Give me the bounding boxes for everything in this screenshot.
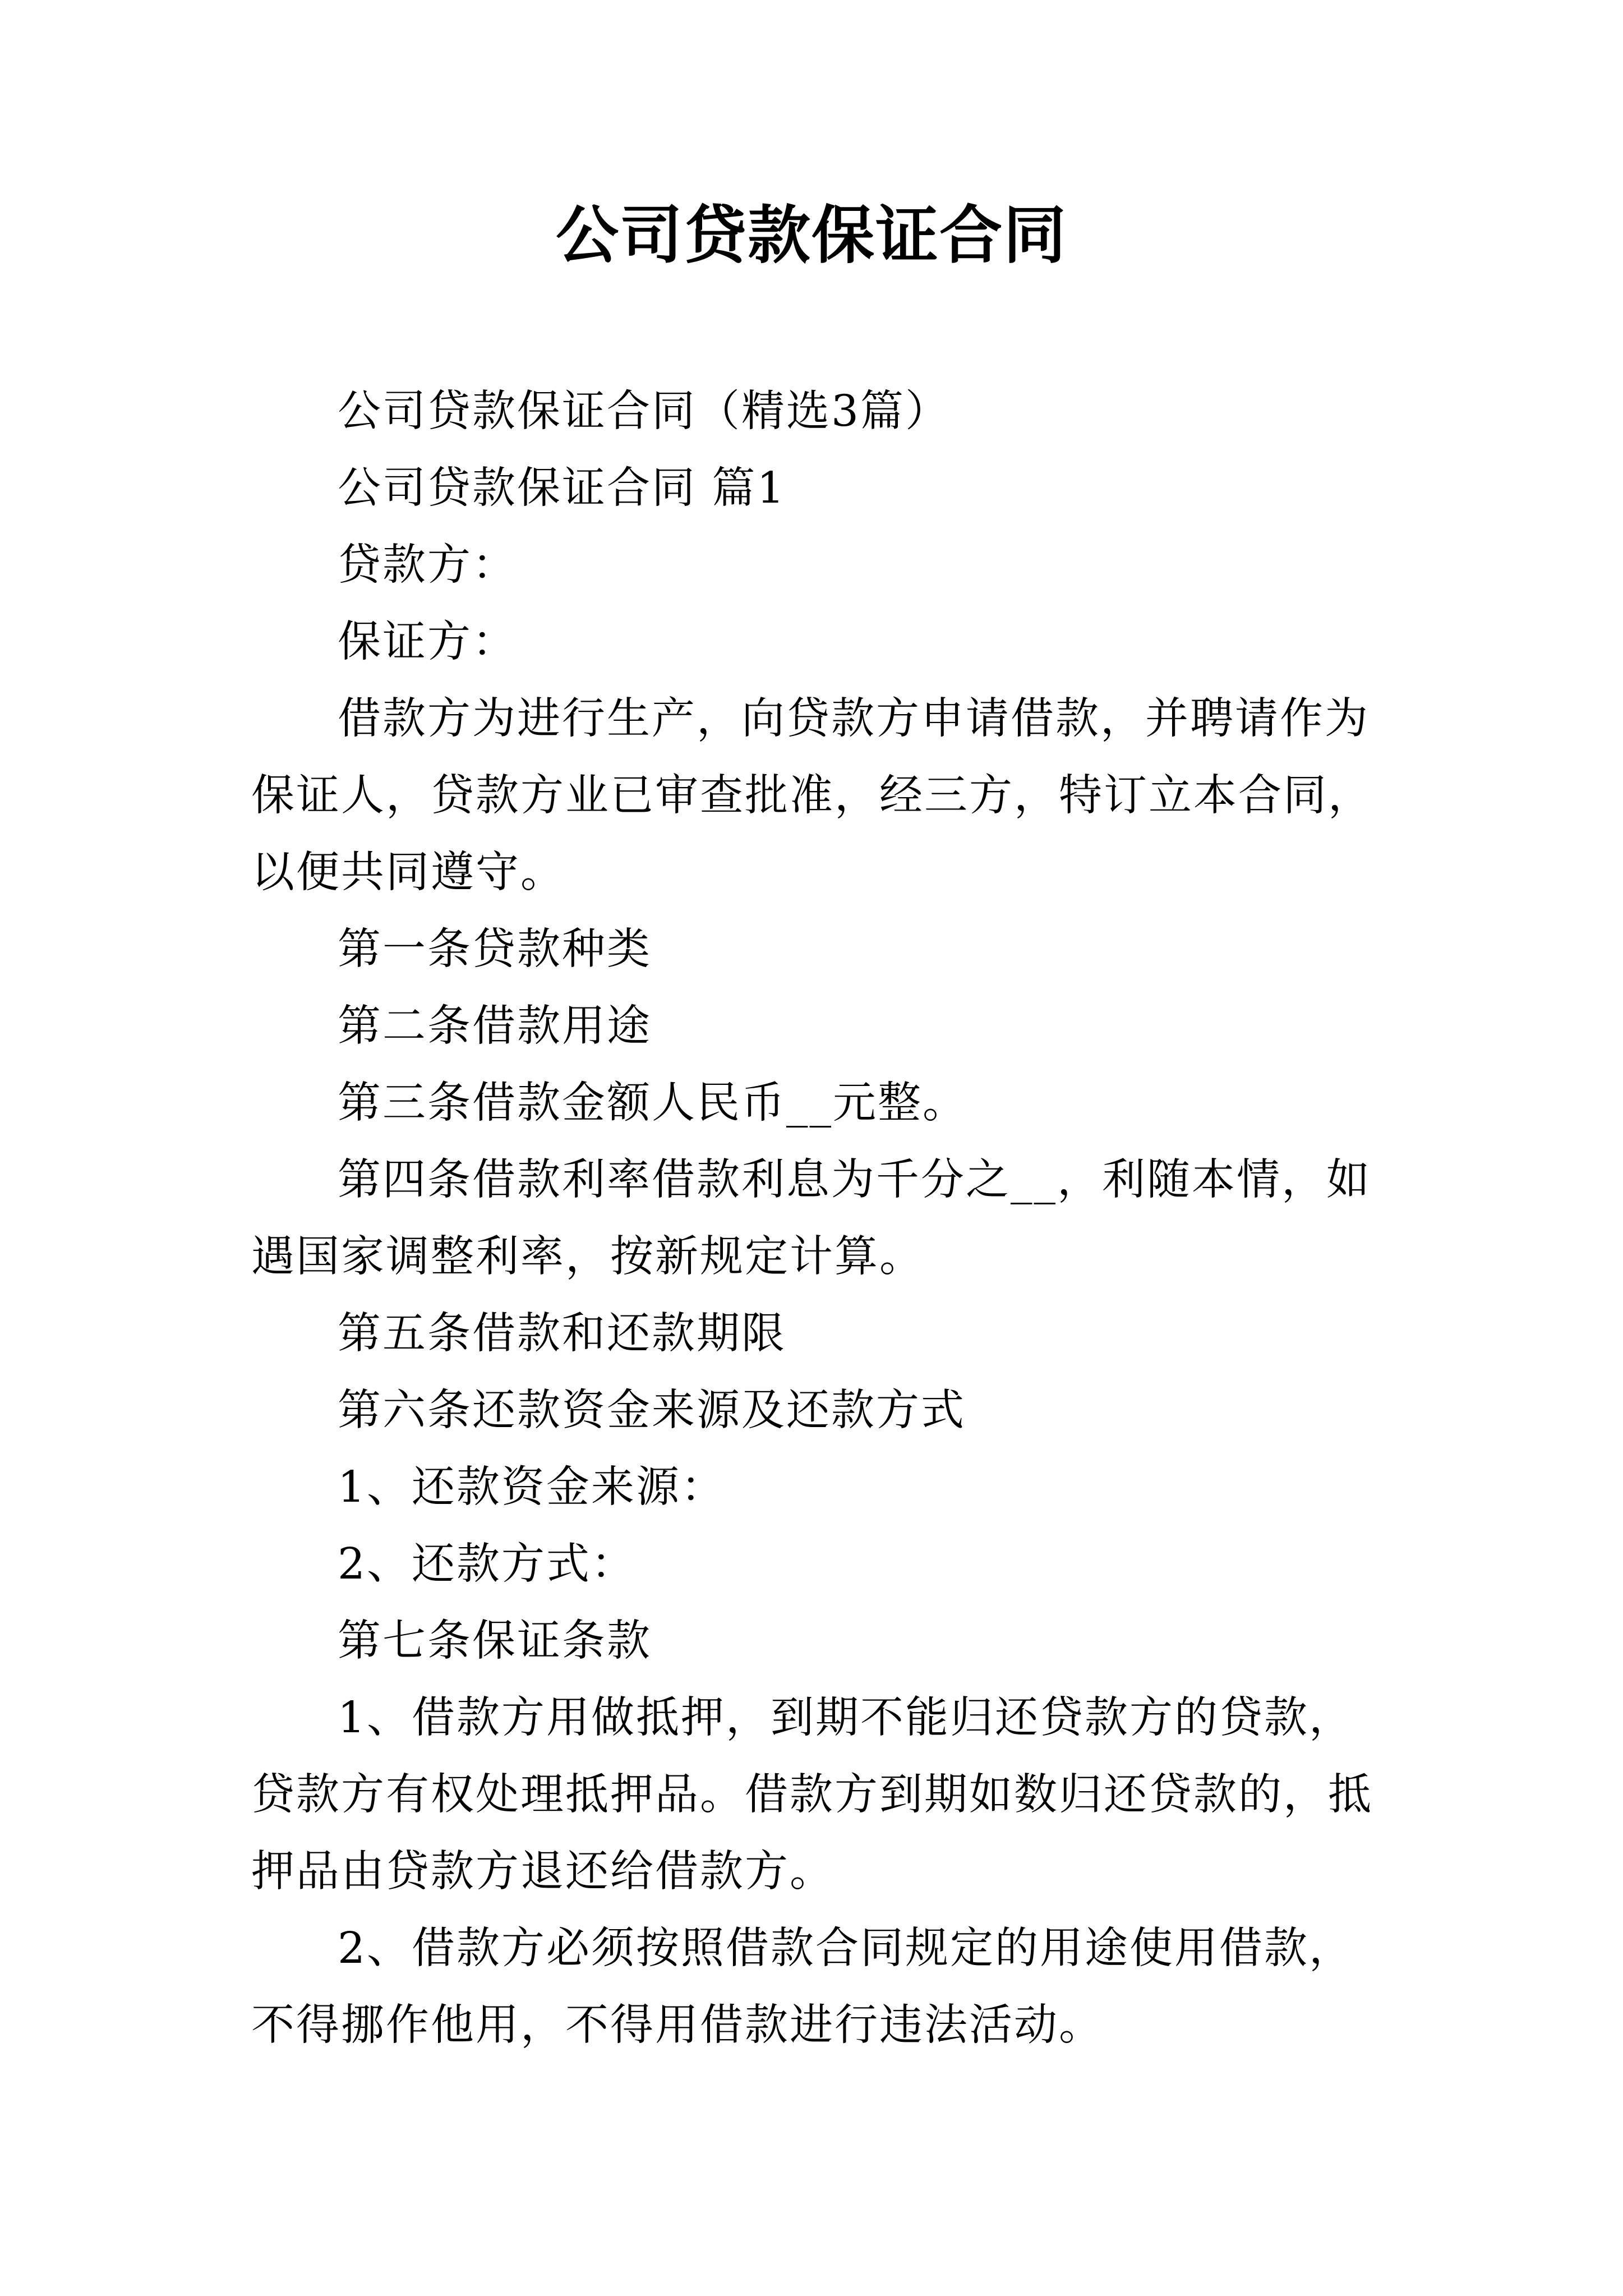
document-title: 公司贷款保证合同 <box>556 199 1067 272</box>
preamble-paragraph: 借款方为进行生产，向贷款方申请借款，并聘请作为保证人，贷款方业已审查批准，经三方，特订立本合同，以便共同遵守。 <box>251 694 1373 898</box>
clause-6: 第六条还款资金来源及还款方式 <box>338 1386 966 1435</box>
section-heading: 公司贷款保证合同 篇1 <box>338 463 786 513</box>
clause-4: 第四条借款利率借款利息为千分之__，利随本情，如遇国家调整利率，按新规定计算。 <box>251 1155 1371 1282</box>
document-body <box>251 373 1384 2064</box>
clause-6-item-2: 2、还款方式： <box>338 1539 636 1589</box>
guarantor-field: 保证方： <box>338 617 517 667</box>
clause-7-item-2: 2、借款方必须按照借款合同规定的用途使用借款，不得挪作他用，不得用借款进行违法活动。 <box>251 1924 1354 2050</box>
clause-6-item-1: 1、还款资金来源： <box>338 1462 726 1512</box>
subtitle-paragraph: 公司贷款保证合同（精选3篇） <box>338 386 950 436</box>
lender-field: 贷款方： <box>338 540 517 590</box>
clause-2: 第二条借款用途 <box>338 1001 652 1051</box>
clause-1: 第一条贷款种类 <box>338 924 652 974</box>
clause-7: 第七条保证条款 <box>338 1616 652 1666</box>
clause-7-item-1: 1、借款方用做抵押，到期不能归还贷款方的贷款，贷款方有权处理抵押品。借款方到期如数归还贷款的，抵押品由贷款方退还给借款方。 <box>251 1693 1373 1897</box>
clause-3: 第三条借款金额人民币__元整。 <box>338 1078 967 1128</box>
clause-5: 第五条借款和还款期限 <box>338 1309 786 1359</box>
